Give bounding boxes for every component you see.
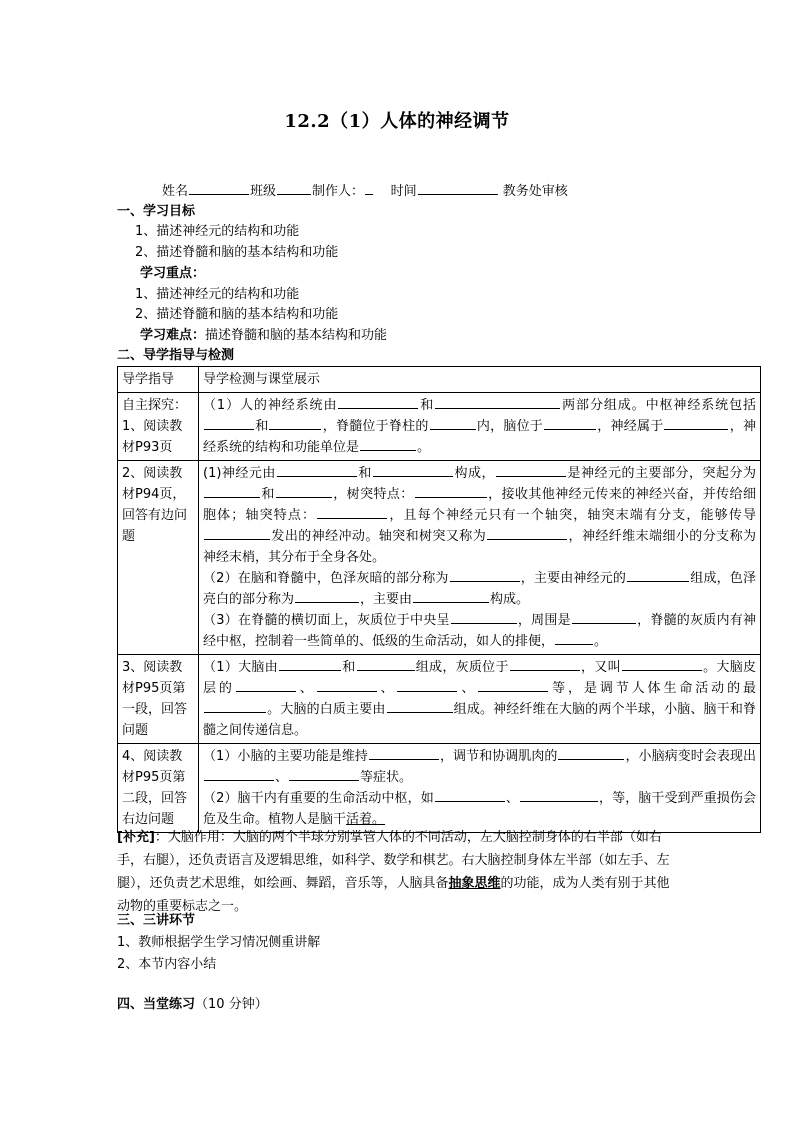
guide-cell: 2、阅读教材P94页，回答有边问题 xyxy=(118,461,199,655)
answer-blank[interactable] xyxy=(435,396,560,409)
answer-blank[interactable] xyxy=(451,611,517,624)
paragraph: （3）在脊髓的横切面上，灰质位于中央呈 ，周围是 ，脊髓的灰质内有神经中枢，控制着一些简单的、低级的生命活动，如人的排便， 。 xyxy=(203,613,756,649)
brainstem-term: 活着。 xyxy=(346,812,386,827)
col2-header: 导学检测与课堂展示 xyxy=(199,367,761,393)
time-label: 时间 xyxy=(390,184,417,199)
name-label: 姓名 xyxy=(162,184,189,199)
answer-blank[interactable] xyxy=(357,658,415,671)
paragraph: （2）在脑和脊髓中，色泽灰暗的部分称为 ，主要由神经元的 组成，色泽亮白的部分称为 ，主要由 构成。 xyxy=(203,571,756,607)
paragraph: (1)神经元由 和 构成， 是神经元的主要部分，突起分为和 ，树突特点： ，接收其他神经元传来的神经兴奋，并传给细胞体；轴突特点： ，且每个神经元只有一个轴突，轴突末端有分支，能够传导发出的神经冲动。轴突和树突又称为 ，神经纤维末端细小的分支称为神经末梢，其分布于全身各处。 xyxy=(203,466,756,565)
key-1: 1、描述神经元的结构和功能 xyxy=(135,287,300,302)
guide-cell: 4、阅读教材P95页第二段，回答右边问题 xyxy=(118,744,199,833)
abstract-thinking-term: 抽象思维 xyxy=(448,876,501,891)
maker-label: 制作人： xyxy=(312,184,365,199)
answer-blank[interactable] xyxy=(317,679,377,692)
answer-blank[interactable] xyxy=(478,679,548,692)
answer-blank[interactable] xyxy=(544,417,596,430)
answer-blank[interactable] xyxy=(276,485,332,498)
answer-blank[interactable] xyxy=(338,396,418,409)
review-label: 教务处审核 xyxy=(502,184,568,199)
answer-blank[interactable] xyxy=(204,768,274,781)
guide-table xyxy=(117,366,761,833)
supplement-note: [补充]：大脑作用：大脑的两个半球分别掌管人体的不同活动，左大脑控制身体的右半部（如右手，右腿），还负责语言及逻辑思维，如科学、数学和棋艺。右大脑控制身体左半部（如左手、左腿），还负责艺术思维，如绘画、舞蹈，音乐等，人脑具备抽象思维的功能，成为人类有别于其他动物的重要标志之一。 xyxy=(117,830,670,914)
sec3-item-1: 1、教师根据学生学习情况侧重讲解 xyxy=(117,935,321,950)
task-cell xyxy=(199,461,761,655)
answer-blank[interactable] xyxy=(572,611,636,624)
col1-header: 导学指导 xyxy=(118,367,199,393)
answer-blank[interactable] xyxy=(269,417,321,430)
maker-blank[interactable] xyxy=(365,182,373,195)
guide-cell: 自主探究：1、阅读教材P93页 xyxy=(118,393,199,461)
answer-blank[interactable] xyxy=(289,768,359,781)
answer-blank[interactable] xyxy=(496,464,566,477)
answer-blank[interactable] xyxy=(279,658,341,671)
task-cell xyxy=(199,744,761,833)
section-2-heading: 二、导学指导与检测 xyxy=(117,348,235,363)
answer-blank[interactable] xyxy=(510,658,580,671)
section-4-note: （10 分钟） xyxy=(195,997,268,1012)
table-row xyxy=(118,461,761,655)
answer-blank[interactable] xyxy=(430,417,476,430)
section-4-heading: 四、当堂练习 xyxy=(117,997,196,1012)
answer-blank[interactable] xyxy=(415,485,487,498)
table-row xyxy=(118,393,761,461)
answer-blank[interactable] xyxy=(317,506,387,519)
key-label: 学习重点： xyxy=(140,266,206,281)
section-3-heading: 三、三讲环节 xyxy=(117,913,196,928)
goal-2: 2、描述脊髓和脑的基本结构和功能 xyxy=(135,245,339,260)
page-title: 12.2（1）人体的神经调节 xyxy=(284,111,510,132)
answer-blank[interactable] xyxy=(360,438,416,451)
answer-blank[interactable] xyxy=(236,679,296,692)
answer-blank[interactable] xyxy=(204,527,270,540)
answer-blank[interactable] xyxy=(520,789,598,802)
answer-blank[interactable] xyxy=(369,747,439,760)
answer-blank[interactable] xyxy=(373,464,453,477)
answer-blank[interactable] xyxy=(450,569,520,582)
task-cell: （1）人的神经系统由 和 两部分组成。中枢神经系统包括和 ，脊髓位于脊柱的 内，脑位于 ，神经属于 ，神经系统的结构和功能单位是 。 xyxy=(199,393,761,461)
section-4-line xyxy=(117,995,268,1015)
difficulty-label: 学习难点： xyxy=(140,328,206,343)
info-line xyxy=(162,182,568,202)
answer-blank[interactable] xyxy=(627,569,689,582)
answer-blank[interactable] xyxy=(487,527,567,540)
answer-blank[interactable] xyxy=(413,590,489,603)
difficulty-line xyxy=(140,326,387,346)
table-row xyxy=(118,744,761,833)
answer-blank[interactable] xyxy=(664,417,728,430)
task-cell: （1）大脑由 和 组成，灰质位于 ，又叫 。大脑皮层的 、 、 、 等，是调节人体生命活动的最。大脑的白质主要由 组成。神经纤维在大脑的两个半球，小脑、脑干和脊髓之间传递信息。 xyxy=(199,655,761,744)
answer-blank[interactable] xyxy=(397,679,457,692)
section-1-heading: 一、学习目标 xyxy=(117,204,196,219)
difficulty-text: 描述脊髓和脑的基本结构和功能 xyxy=(205,328,388,343)
table-row xyxy=(118,655,761,744)
key-2: 2、描述脊髓和脑的基本结构和功能 xyxy=(135,307,339,322)
answer-blank[interactable] xyxy=(204,485,260,498)
class-label: 班级 xyxy=(250,184,277,199)
answer-blank[interactable] xyxy=(295,590,359,603)
answer-blank[interactable] xyxy=(204,417,254,430)
answer-blank[interactable] xyxy=(204,700,266,713)
answer-blank[interactable] xyxy=(387,700,453,713)
sec3-item-2: 2、本节内容小结 xyxy=(117,957,217,972)
answer-blank[interactable] xyxy=(435,789,505,802)
paragraph: （2）脑干内有重要的生命活动中枢，如 、 ，等，脑干受到严重损伤会危及生命。植物人是脑干活着。 xyxy=(203,791,756,827)
class-blank[interactable] xyxy=(277,182,311,195)
goal-1: 1、描述神经元的结构和功能 xyxy=(135,224,300,239)
table-header-row xyxy=(118,367,761,393)
answer-blank[interactable] xyxy=(558,747,624,760)
answer-blank[interactable] xyxy=(622,658,702,671)
paragraph: （1）小脑的主要功能是维持 ，调节和协调肌肉的 ，小脑病变时会表现出、 等症状。 xyxy=(203,749,756,785)
name-blank[interactable] xyxy=(189,182,249,195)
guide-cell: 3、阅读教材P95页第一段，回答问题 xyxy=(118,655,199,744)
supplement-label: [补充] xyxy=(117,830,155,845)
time-blank[interactable] xyxy=(418,182,498,195)
answer-blank[interactable] xyxy=(277,464,357,477)
answer-blank[interactable] xyxy=(555,632,593,645)
